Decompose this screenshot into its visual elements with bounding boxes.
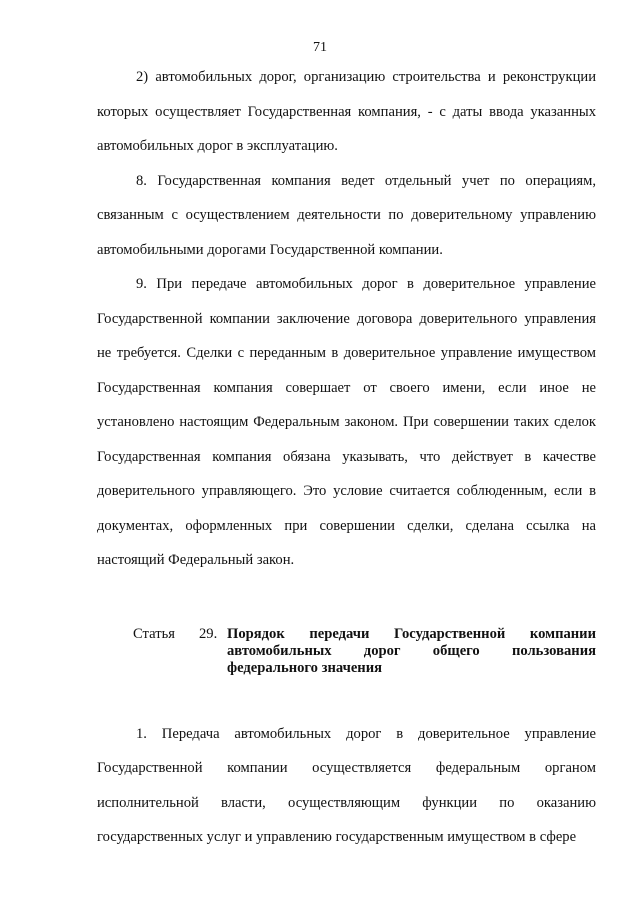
article-label: Статья	[133, 625, 175, 642]
paragraph-article-29-point-1: 1. Передача автомобильных дорог в доверительное управление Государственной компании осуществляется федеральным органом исполнительной власти, осуществляющим функции по оказанию государственных услуг и управлению государственным имуществом в сфере	[97, 725, 596, 845]
article-title: Порядок передачи Государственной компании автомобильных дорог общего пользования федерального значения	[227, 625, 596, 676]
article-heading	[97, 626, 596, 696]
document-body	[97, 60, 596, 855]
paragraph-point-8: 8. Государственная компания ведет отдельный учет по операциям, связанным с осуществлением деятельности по доверительному управлению автомобильными дорогами Государственной компании.	[97, 172, 596, 258]
paragraph-point-9: 9. При передаче автомобильных дорог в доверительное управление Государственной компании заключение договора доверительного управления не требуется. Сделки с переданным в доверительное управление имуществом Государственная компания совершает от своего имени, если иное не установлено настоящим Федеральным законом. При совершении таких сделок Государственная компания обязана указывать, что действует в качестве доверительного управляющего. Это условие считается соблюденным, если в документах, оформленных при совершении сделки, сделана ссылка на настоящий Федеральный закон.	[97, 276, 596, 568]
page-number: 71	[313, 40, 327, 55]
article-number: 29.	[199, 625, 218, 642]
paragraph-item-2: 2) автомобильных дорог, организацию строительства и реконструкции которых осуществляет Государственная компания, - с даты ввода указанных автомобильных дорог в эксплуатацию.	[97, 69, 596, 154]
